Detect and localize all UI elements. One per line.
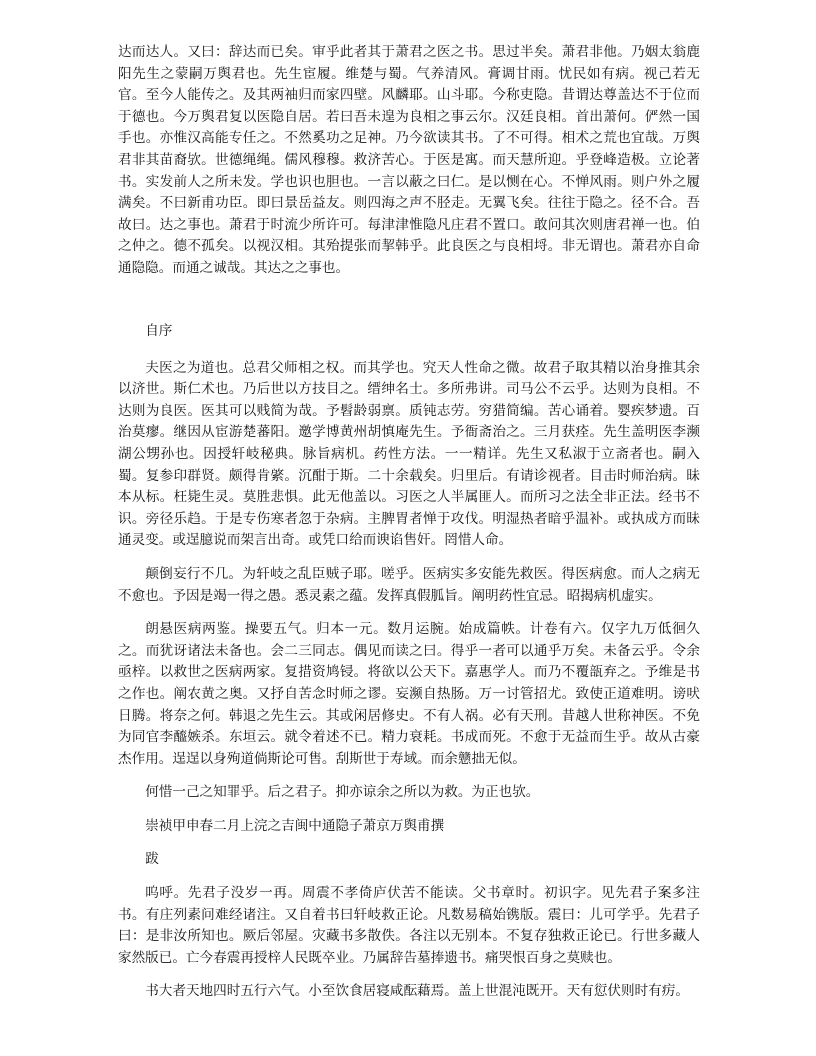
intro-paragraph: 达而达人。又曰：辞达而已矣。审乎此者其于萧君之医之书。思过半矣。萧君非他。乃姻太翁鹿阳先生之蒙嗣万舆君也。先生宦履。维楚与蜀。气养清风。膏调甘雨。忧民如有病。视己若无官。至今人能传之。及其两袖归而家四壁。风麟耶。山斗耶。今称吏隐。昔谓达尊盖达不于位而于德也。今万舆君复以医隐自居。若曰吾未遑为良相之事云尔。汉廷良相。首出萧何。俨然一国手也。亦惟汉高能专任之。不然奚功之足神。乃今欲读其书。了不可得。相术之荒也宜哉。万舆君非其苗裔欤。世德绳绳。儒风穆穆。救济苦心。于医是寓。而天慧所迎。乎登峰造极。立论著书。实发前人之所未发。学也识也胆也。一言以蔽之曰仁。是以恻在心。不惮风雨。则户外之履满矣。不曰新甫功臣。即曰景岳益友。则四海之声不胫走。无翼飞矣。往往于隐之。径不合。吾故曰。达之事也。萧君于时流少所许可。每津津惟隐凡庄君不置口。敢问其次则唐君禅一也。伯之仲之。德不孤矣。以视汉相。其殆提张而挈韩乎。此良医之与良相埒。非无谓也。萧君亦自命通隐隐。而通之诚哉。其达之之事也。 bbox=[118, 44, 700, 276]
preface-paragraph: 何惜一己之知罪乎。后之君子。抑亦谅余之所以为救。为正也欤。 bbox=[145, 784, 540, 801]
preface-paragraph: 颠倒妄行不几。为轩岐之乱臣贼子耶。嗟乎。医病实多安能先救医。得医病愈。而人之病无不愈也。予因是竭一得之愚。悉灵素之蕴。发挥真假胍旨。阐明药性宜忌。昭揭病机虚实。 bbox=[118, 565, 700, 604]
preface-paragraph: 夫医之为道也。总君父师相之权。而其学也。究天人性命之微。故君子取其精以治身推其余以济世。斯仁术也。乃后世以方技目之。缙绅名士。多所弗讲。司马公不云乎。达则为良相。不达则为良医。医其可以贱简为哉。予髫龄弱禀。质钝志劳。穷猎简编。苦心诵着。婴疾梦遗。百治莫瘳。继因从宦游楚蕃阳。邀学博黄州胡慎庵先生。予衙斋治之。三月获痊。先生盖明医李濒湖公甥孙也。因授轩岐秘典。脉旨病机。药性方法。一一精详。先生又私淑于立斋者也。嗣入蜀。复参印群贤。颇得肯綮。沉酣于斯。二十余载矣。归里后。有请诊视者。目击时师治病。昧本从标。枉毙生灵。莫胜悲惧。此无他盖以。习医之人半属匪人。而所习之法全非正法。经书不识。旁径乐趋。于是专伤寒者忽于杂病。主脾胃者惮于攻伐。明湿热者暗乎温补。或执成方而昧通灵变。或逞臆说而架言出奇。或凭口给而谀谄售奸。罔惜人命。 bbox=[118, 359, 700, 549]
signature-line: 崇祯甲申春二月上浣之吉闽中通隐子萧京万舆甫撰 bbox=[145, 817, 445, 834]
intro-section bbox=[118, 42, 700, 280]
postscript-paragraph: 呜呼。先君子没岁一再。周震不孝倚庐伏苦不能读。父书章时。初识字。见先君子案多注书。有庄列素问难经诸注。又自着书曰轩岐救正论。凡数易稿始镌版。震曰：儿可学乎。先君子曰：是非汝所知也。厥后邻屋。灾藏书多散佚。各注以无别本。不复存独救正论已。行世多藏人家然版已。亡今春震再授梓人民既卒业。乃属辞告墓捧遗书。痛哭恨百身之莫赎也。 bbox=[118, 885, 700, 966]
preface-section bbox=[118, 321, 700, 1003]
postscript-paragraph: 书大者天地四时五行六气。小至饮食居寝咸酝藉焉。盖上世混沌既开。天有愆伏则时有疠。 bbox=[145, 983, 689, 1000]
preface-heading: 自序 bbox=[145, 323, 173, 339]
postscript-heading: 跋 bbox=[145, 851, 159, 868]
preface-paragraph: 朗悬医病两鉴。操要五气。归本一元。数月运腕。始成篇帙。计卷有六。仅字九万低徊久之。而犹讶诸法未备也。会二三同志。偶见而读之曰。得乎一者可以通乎万矣。未备云乎。令余亟梓。以救世之医病两家。复措资鸠锓。将欲以公天下。嘉惠学人。而乃不覆瓿弃之。予维是书之作也。阐农黄之奥。又抒自苦念时师之谬。妄濒自热肠。万一讨管招尤。致使正道难明。谤吠日腾。将奈之何。韩退之先生云。其或闲居修史。不有人祸。必有天刑。昔越人世称神医。不免为同官李醯嫉杀。东垣云。就令着述不已。精力衰耗。书成而死。不愈于无益而生乎。故从古豪杰作用。逞逞以身殉道倘斯论可售。刮斯世于寿域。而余戆拙无似。 bbox=[118, 621, 700, 767]
